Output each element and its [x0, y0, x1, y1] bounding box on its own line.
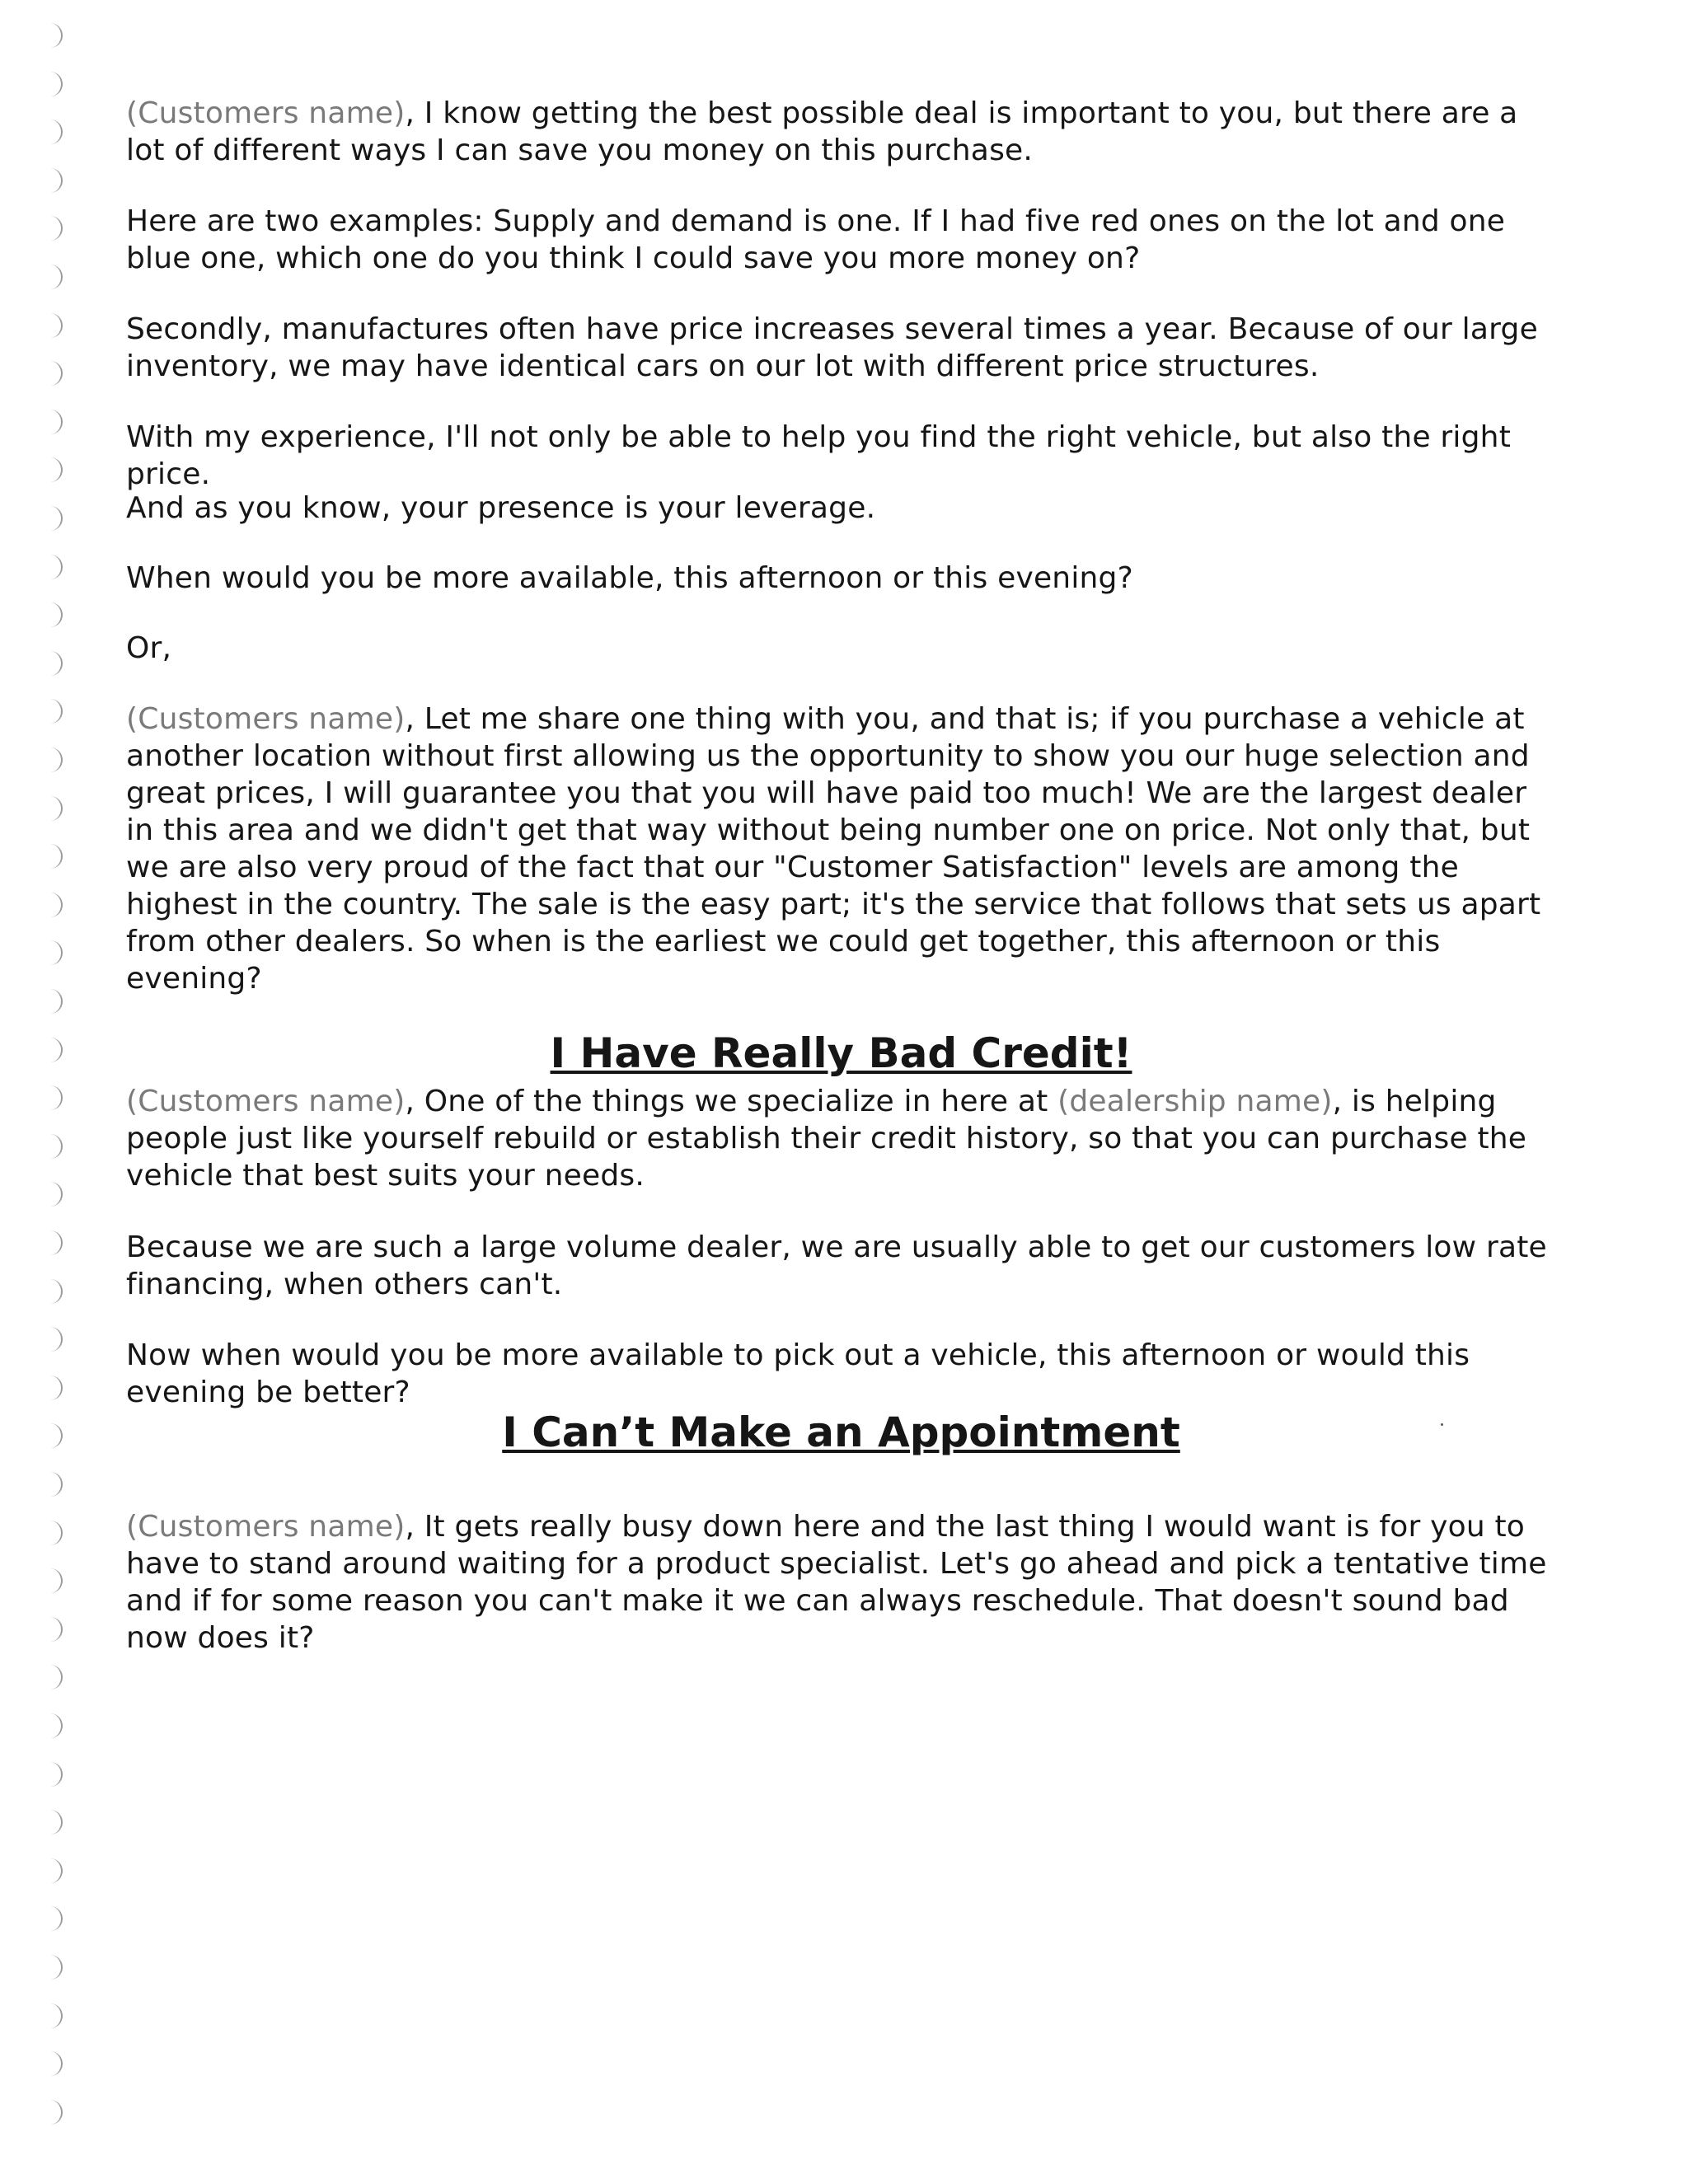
- paragraph-leverage: And as you know, your presence is your leverage.: [126, 491, 876, 525]
- binding-ring: [49, 120, 63, 144]
- paragraph-reschedule: [126, 1508, 1556, 1657]
- binding-ring: [49, 1906, 63, 1931]
- binding-ring: [49, 1955, 63, 1980]
- binding-ring: [49, 1665, 63, 1690]
- binding-ring: [49, 168, 63, 193]
- binding-ring: [49, 1182, 63, 1207]
- binding-ring: [49, 602, 63, 627]
- paragraph-credit-help: [126, 1083, 1556, 1194]
- binding-ring: [49, 1810, 63, 1835]
- binding-ring: [49, 1327, 63, 1352]
- binding-ring: [49, 313, 63, 338]
- paragraph-examples: Here are two examples: Supply and demand is one. If I had five red ones on the lot and one blue one, which one do you think I could save you more money on?: [126, 204, 1506, 275]
- binding-ring: [49, 1376, 63, 1400]
- binding-ring: [49, 1230, 63, 1255]
- binding-ring: [49, 1568, 63, 1593]
- binding-ring: [49, 1617, 63, 1642]
- binding-ring: [49, 1085, 63, 1110]
- paragraph-text: , is helping people just like yourself rebuild or establish their credit history, so that you can purchase the vehicle that best suits your needs.: [126, 1085, 1527, 1193]
- binding-ring: [49, 72, 63, 96]
- heading-bad-credit: I Have Really Bad Credit!: [550, 1029, 1132, 1077]
- customer-name-placeholder: (Customers name): [126, 1510, 406, 1544]
- binding-ring: [49, 555, 63, 579]
- paragraph-text: , One of the things we specialize in here at: [405, 1085, 1058, 1118]
- binding-ring: [49, 216, 63, 241]
- customer-name-placeholder: (Customers name): [126, 702, 406, 736]
- paragraph-guarantee: [126, 701, 1556, 997]
- binding-ring: [49, 844, 63, 869]
- paragraph-price-increases: Secondly, manufactures often have price increases several times a year. Because of our large inventory, we may have identical cars on our lot with different price structures.: [126, 312, 1538, 383]
- paragraph-text: , It gets really busy down here and the last thing I would want is for you to have to stand around waiting for a product specialist. Let's go ahead and pick a tentative time and if for some reason you can't make it we can always reschedule. That doesn't sound bad now does it?: [126, 1510, 1547, 1655]
- binding-ring: [49, 1038, 63, 1062]
- paragraph-pick-vehicle: Now when would you be more available to pick out a vehicle, this afternoon or would this evening be better?: [126, 1338, 1470, 1409]
- paragraph-intro: [126, 95, 1556, 169]
- binding-ring: [49, 23, 63, 48]
- binding-ring: [49, 1521, 63, 1545]
- binding-ring: [49, 940, 63, 965]
- binding-ring: [49, 361, 63, 386]
- binding-ring: [49, 651, 63, 676]
- paragraph-financing: Because we are such a large volume dealer, we are usually able to get our customers low rate financing, when others can't.: [126, 1230, 1547, 1301]
- paragraph-text: , Let me share one thing with you, and that is; if you purchase a vehicle at another location without first allowing us the opportunity to show you our huge selection and great prices, I will guarantee you that you will have paid too much! We are the largest dealer in this area and we didn't get that way without being number one on price. Not only that, but we are also very proud of the fact that our "Customer Satisfaction" levels are among the highest in the country. The sale is the easy part; it's the service that follows that sets us apart from other dealers. So when is the earliest we could get together, this afternoon or this evening?: [126, 702, 1541, 996]
- spiral-binding: [38, 23, 71, 2166]
- paragraph-or: Or,: [126, 631, 172, 665]
- binding-ring: [49, 1279, 63, 1304]
- binding-ring: [49, 989, 63, 1014]
- binding-ring: [49, 2100, 63, 2125]
- paragraph-experience: With my experience, I'll not only be able to help you find the right vehicle, but also the right price.: [126, 420, 1512, 491]
- binding-ring: [49, 796, 63, 821]
- binding-ring: [49, 1713, 63, 1738]
- binding-ring: [49, 1472, 63, 1497]
- dealership-name-placeholder: (dealership name): [1057, 1085, 1333, 1118]
- binding-ring: [49, 2051, 63, 2076]
- customer-name-placeholder: (Customers name): [126, 1085, 406, 1118]
- binding-ring: [49, 1423, 63, 1448]
- binding-ring: [49, 410, 63, 434]
- binding-ring: [49, 2004, 63, 2028]
- binding-ring: [49, 1134, 63, 1159]
- binding-ring: [49, 893, 63, 917]
- binding-ring: [49, 457, 63, 482]
- paragraph-text: , I know getting the best possible deal is important to you, but there are a lot of different ways I can save you money on this purchase.: [126, 96, 1518, 167]
- binding-ring: [49, 265, 63, 289]
- binding-ring: [49, 506, 63, 531]
- binding-ring: [49, 1762, 63, 1787]
- binding-ring: [49, 1858, 63, 1883]
- paragraph-availability: When would you be more available, this afternoon or this evening?: [126, 561, 1133, 595]
- heading-appointment: I Can’t Make an Appointment: [502, 1408, 1180, 1456]
- customer-name-placeholder: (Customers name): [126, 96, 406, 130]
- binding-ring: [49, 699, 63, 724]
- binding-ring: [49, 748, 63, 772]
